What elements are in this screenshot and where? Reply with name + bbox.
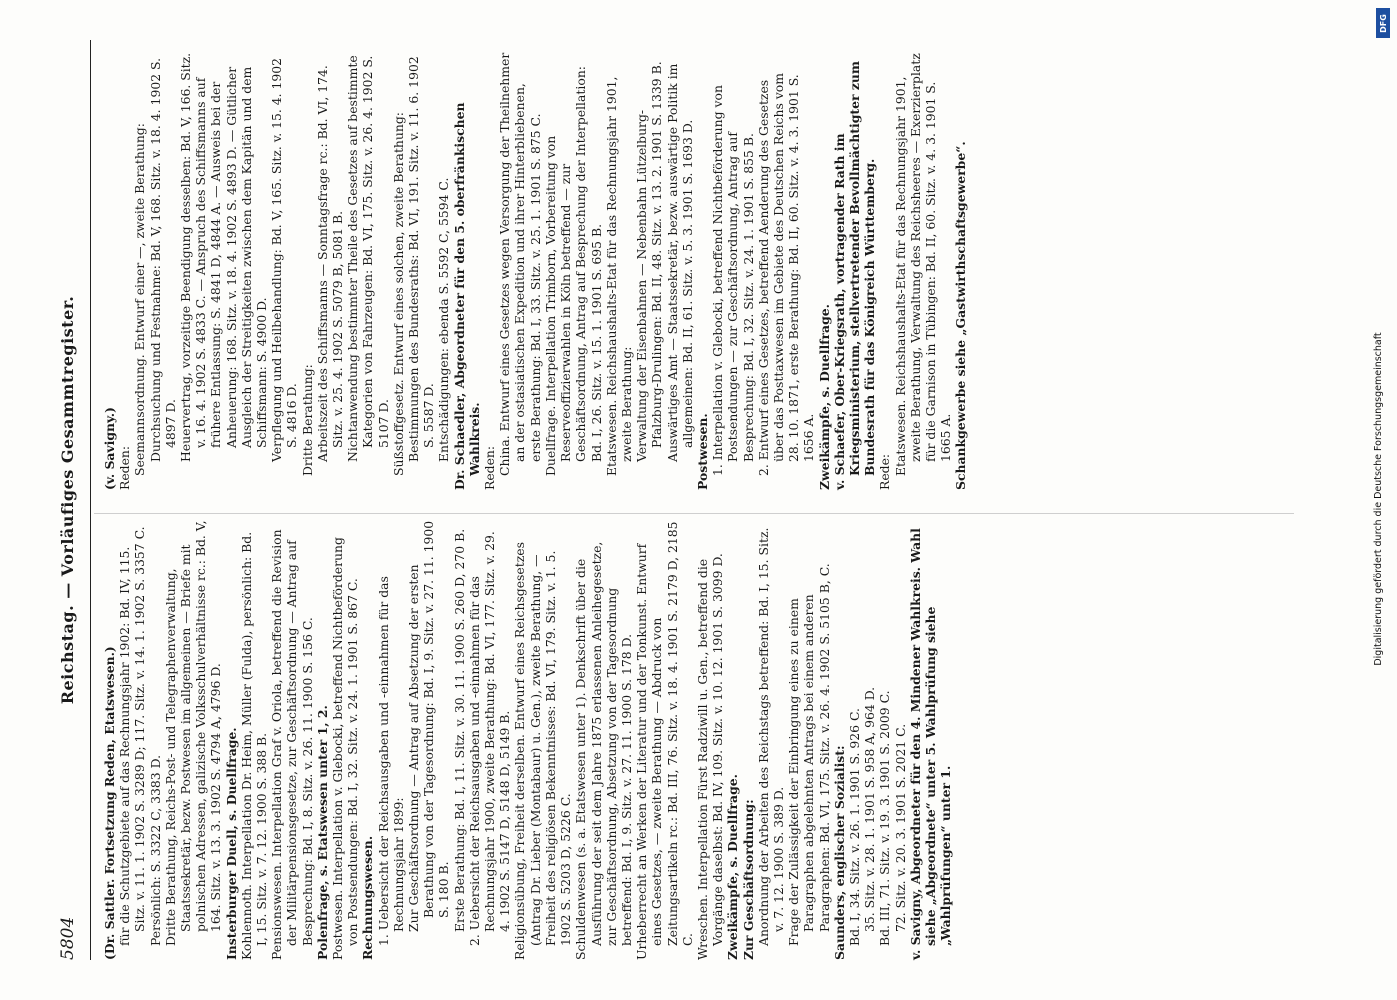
register-entry: 35. Sitz. v. 28. 1. 1901 S. 958 A, 964 D. [862, 686, 878, 932]
register-entry: Persönlich: S. 3322 C, 3383 D. [147, 754, 163, 946]
right-column [102, 50, 969, 490]
register-entry: für die Schutzgebiete auf das Rechnungsjahr 1902: Bd. IV, 115. Sitz. v. 11. 1. 1902 S. 3289 D; 117. Sitz. v. 14. 1. 1902 S. 3357 C. [117, 526, 148, 946]
register-entry: Postwesen. [694, 413, 710, 490]
register-entry: Saunders, englischer Sozialist: [831, 745, 847, 960]
dfg-logo [1376, 8, 1390, 38]
running-head: Reichstag. — Vorläufiges Gesammtregister. [58, 295, 77, 705]
register-entry: Etatswesen. Reichshaushalts-Etat für das Rechnungsjahr 1901, zweite Berathung: [603, 76, 634, 476]
register-entry: v. Schaefer, Ober-Kriegsrath, vortragender Rath im Kriegsministerium, stellvertretender Bevollmächtigter zum Bundesrath für das Königreich Württemberg. [831, 61, 878, 490]
left-column [102, 520, 953, 960]
register-entry: Dritte Berathung: [299, 364, 315, 476]
register-entry: Verwaltung der Eisenbahnen — Nebenbahn Lützelburg-Pfalzburg-Drulingen: Bd. II, 48. Sitz. v. 13. 2. 1901 S. 1339 B. [634, 61, 665, 462]
register-entry: Zweikämpfe, s. Duellfrage. [725, 774, 741, 960]
register-entry: Reden: [482, 445, 498, 490]
register-entry: Insterburger Duell, s. Duellfrage. [223, 727, 239, 960]
register-entry: Auswärtiges Amt — Staatssekretär, bezw. auswärtige Politik im allgemeinen: Bd. II, 61. Sitz. v. 5. 3. 1901 S. 1693 D. [664, 63, 695, 462]
register-entry: Religionsübung, Freiheit derselben. Entwurf eines Reichsgesetzes (Antrag Dr. Lieber (Montabaur) u. Gen.), zweite Berathung, — Freiheit des religiösen Bekenntnisses: Bd. VI, 179. Sitz. v. 1. 5. 1902 S. 5203 D, 5226 C. [512, 542, 574, 960]
register-entry: Urheberrecht an Werken der Literatur und der Tonkunst. Entwurf eines Gesetzes, — zweite Berathung — Abdruck von Zeitungsartikeln rc.: Bd. III, 76. Sitz. v. 18. 4. 1901 S. 2179 D, 2185 C. [634, 521, 695, 960]
register-entry: 1. Interpellation v. Glebocki, betreffend Nichtbeförderung von Postsendungen — zur Geschäftsordnung, Antrag auf Besprechung: Bd. I, 32. Sitz. v. 24. 1. 1901 S. 855 B. [710, 85, 756, 476]
register-entry: Zur Geschäftsordnung: [740, 799, 756, 960]
register-entry: Verpflegung und Heilbehandlung: Bd. V, 165. Sitz. v. 15. 4. 1902 S. 4816 D. [269, 57, 300, 462]
register-entry: (v. Savigny.) [102, 407, 117, 490]
register-entry: Pensionswesen. Interpellation Graf v. Oriola, betreffend die Revision der Militärpensionsgesetze, zur Geschäftsordnung — Antrag auf Besprechung: Bd. I, 8. Sitz. v. 26. 11. 1900 S. 156 C. [269, 529, 315, 960]
register-entry: Arbeitszeit des Schiffsmanns — Sonntagsfrage rc.: Bd. VI, 174. Sitz. v. 25. 4. 1902 S. 5079 B, 5081 B. [314, 65, 346, 462]
register-entry: Heuervertrag, vorzeitige Beendigung desselben: Bd. V, 166. Sitz. v. 16. 4. 1902 S. 4833 C. — Anspruch des Schiffsmanns auf frühere Entlassung: S. 4841 D, 4844 A. — Ausweis bei der Anheuerung: 168. Sitz. v. 18. 4. 1902 S. 4893 D. — Gütlicher Ausgleich der Streitigkeiten zwischen dem Kapitän und dem Schiffsmann: S. 4900 D. [178, 52, 270, 462]
register-entry: 2. Entwurf eines Gesetzes, betreffend Aenderung des Gesetzes über das Posttaxwesen im Gebiete des Deutschen Reichs vom 28. 10. 1871, erste Berathung: Bd. II, 60. Sitz. v. 4. 3. 1901 S. 1656 A. [755, 73, 817, 476]
register-entry: Schuldenwesen (s. a. Etatswesen unter 1). Denkschrift über die Ausführung der seit dem Jahre 1875 erlassenen Anleihegesetze, zur Geschäftsordnung, Absetzung von der Tagesordnung betreffend: Bd. I, 9. Sitz. v. 27. 11. 1900 S. 178 D. [573, 541, 634, 960]
column-divider [94, 513, 1294, 514]
register-entry: (Dr. Sattler. Fortsetzung Reden, Etatswesen.) [102, 646, 117, 960]
register-entry: China. Entwurf eines Gesetzes wegen Versorgung der Theilnehmer an der ostasiatischen Expedition und ihrer Hinterbliebenen, erste Berathung: Bd. I, 33. Sitz. v. 25. 1. 1901 S. 875 C. [497, 52, 543, 476]
rotated-page-content [50, 20, 1340, 980]
register-entry: Rechnungswesen. [360, 835, 376, 960]
register-entry: Bd. III, 71. Sitz. v. 19. 3. 1901 S. 2009 C. [877, 690, 893, 946]
register-entry: Reden: [117, 445, 133, 490]
register-entry: Dr. Schaedler, Abgeordneter für den 5. oberfränkischen Wahlkreis. [451, 102, 482, 490]
register-entry: Duellfrage. Interpellation Trimborn, Vorbereitung von Reserveoffizierwahlen in Köln betreffend — zur Geschäftsordnung, Antrag auf Besprechung der Interpellation: Bd. I, 26. Sitz. v. 15. 1. 1901 S. 695 B. [542, 66, 604, 476]
register-entry: v. Savigny, Abgeordneter für den 4. Mindener Wahlkreis. Wahl siehe „Abgeordnete“ unter 5. Wahlprüfung siehe „Wahlprüfungen“ unter 1. [907, 528, 954, 960]
register-entry: Seemannsordnung. Entwurf einer —, zweite Berathung: [132, 123, 148, 476]
register-entry: Rede: [877, 453, 893, 490]
register-entry: Wreschen. Interpellation Fürst Radziwill u. Gen., betreffend die Vorgänge daselbst: Bd. IV, 109. Sitz. v. 10. 12. 1901 S. 3099 D. [694, 553, 726, 960]
register-entry: Süßstoffgesetz. Entwurf eines solchen, zweite Berathung: [390, 112, 406, 476]
register-entry: 72. Sitz. v. 20. 3. 1901 S. 2021 C. [892, 723, 908, 932]
register-entry: Etatswesen. Reichshaushalts-Etat für das Rechnungsjahr 1901, zweite Berathung, Verwaltung des Reichsheeres — Exerzierplatz für die Garnison in Tübingen: Bd. II, 60. Sitz. v. 4. 3. 1901 S. 1665 A. [892, 53, 954, 476]
register-entry: Polenfrage, s. Etatswesen unter 1, 2. [314, 705, 330, 960]
register-entry: Nichtanwendung bestimmter Theile des Gesetzes auf bestimmte Kategorien von Fahrzeugen: Bd. VI, 175. Sitz. v. 26. 4. 1902 S. 5107 D. [345, 55, 391, 462]
register-entry: Postwesen. Interpellation v. Glebocki, betreffend Nichtbeförderung von Postsendungen: Bd. I, 32. Sitz. v. 24. 1. 1901 S. 867 C. [330, 537, 361, 960]
register-entry: Kohlennoth. Interpellation Dr. Heim, Müller (Fulda), persönlich: Bd. I, 15. Sitz. v. 7. 12. 1900 S. 388 B. [238, 531, 270, 960]
side-note [1372, 40, 1392, 970]
register-entry: 1. Uebersicht der Reichsausgaben und -einnahmen für das Rechnungsjahr 1899: [375, 576, 406, 946]
side-note-text: Digitalisierung gefördert durch die Deutsche Forschungsgemeinschaft [1373, 332, 1384, 666]
register-entry: Anordnung der Arbeiten des Reichstags betreffend: Bd. I, 15. Sitz. v. 7. 12. 1900 S. 389 D. [755, 527, 786, 946]
register-entry: Durchsuchung und Festnahme: Bd. V, 168. Sitz. v. 18. 4. 1902 S. 4897 D. [147, 57, 178, 462]
dfg-logo-text: DFG [1378, 13, 1388, 33]
register-entry: Schankgewerbe siehe „Gastwirthschaftsgewerbe“. [953, 141, 969, 490]
register-entry: Frage der Zulässigkeit der Einbringung eines zu einem Paragraphen abgelehnten Antrags bei einem anderen Paragraphen: Bd. VI, 175. Sitz. v. 26. 4. 1902 S. 5105 B, C. [786, 563, 832, 946]
register-entry: Zur Geschäftsordnung — Antrag auf Absetzung der ersten Berathung von der Tagesordnung: Bd. I, 9. Sitz. v. 27. 11. 1900 S. 180 B. [406, 520, 452, 932]
register-entry: Bd. I, 34. Sitz. v. 26. 1. 1901 S. 926 C. [846, 708, 862, 946]
register-entry: Zweikämpfe, s. Duellfrage. [816, 304, 832, 490]
page-number: 5804 [58, 916, 78, 960]
register-entry: Erste Berathung: Bd. I, 11. Sitz. v. 30. 11. 1900 S. 260 D, 270 B. [451, 528, 467, 932]
register-entry: Entschädigungen: ebenda S. 5592 C, 5594 C. [436, 177, 452, 462]
page-header [50, 40, 91, 960]
register-entry: Dritte Berathung, Reichs-Post- und Telegraphenverwaltung, Staatssekretär, bezw. Postwesen im allgemeinen — Briefe mit polnischen Adressen, galizische Volksschulverhältnisse rc.: Bd. V, 164. Sitz. v. 13. 3. 1902 S. 4794 A, 4796 D. [162, 520, 224, 946]
register-entry: Bestimmungen des Bundesraths: Bd. VI, 191. Sitz. v. 11. 6. 1902 S. 5587 D. [406, 56, 437, 462]
register-entry: 2. Uebersicht der Reichsausgaben und -einnahmen für das Rechnungsjahr 1900, zweite Berathung: Bd. VI, 177. Sitz. v. 29. 4. 1902 S. 5147 D, 5148 D, 5149 B. [466, 531, 513, 946]
